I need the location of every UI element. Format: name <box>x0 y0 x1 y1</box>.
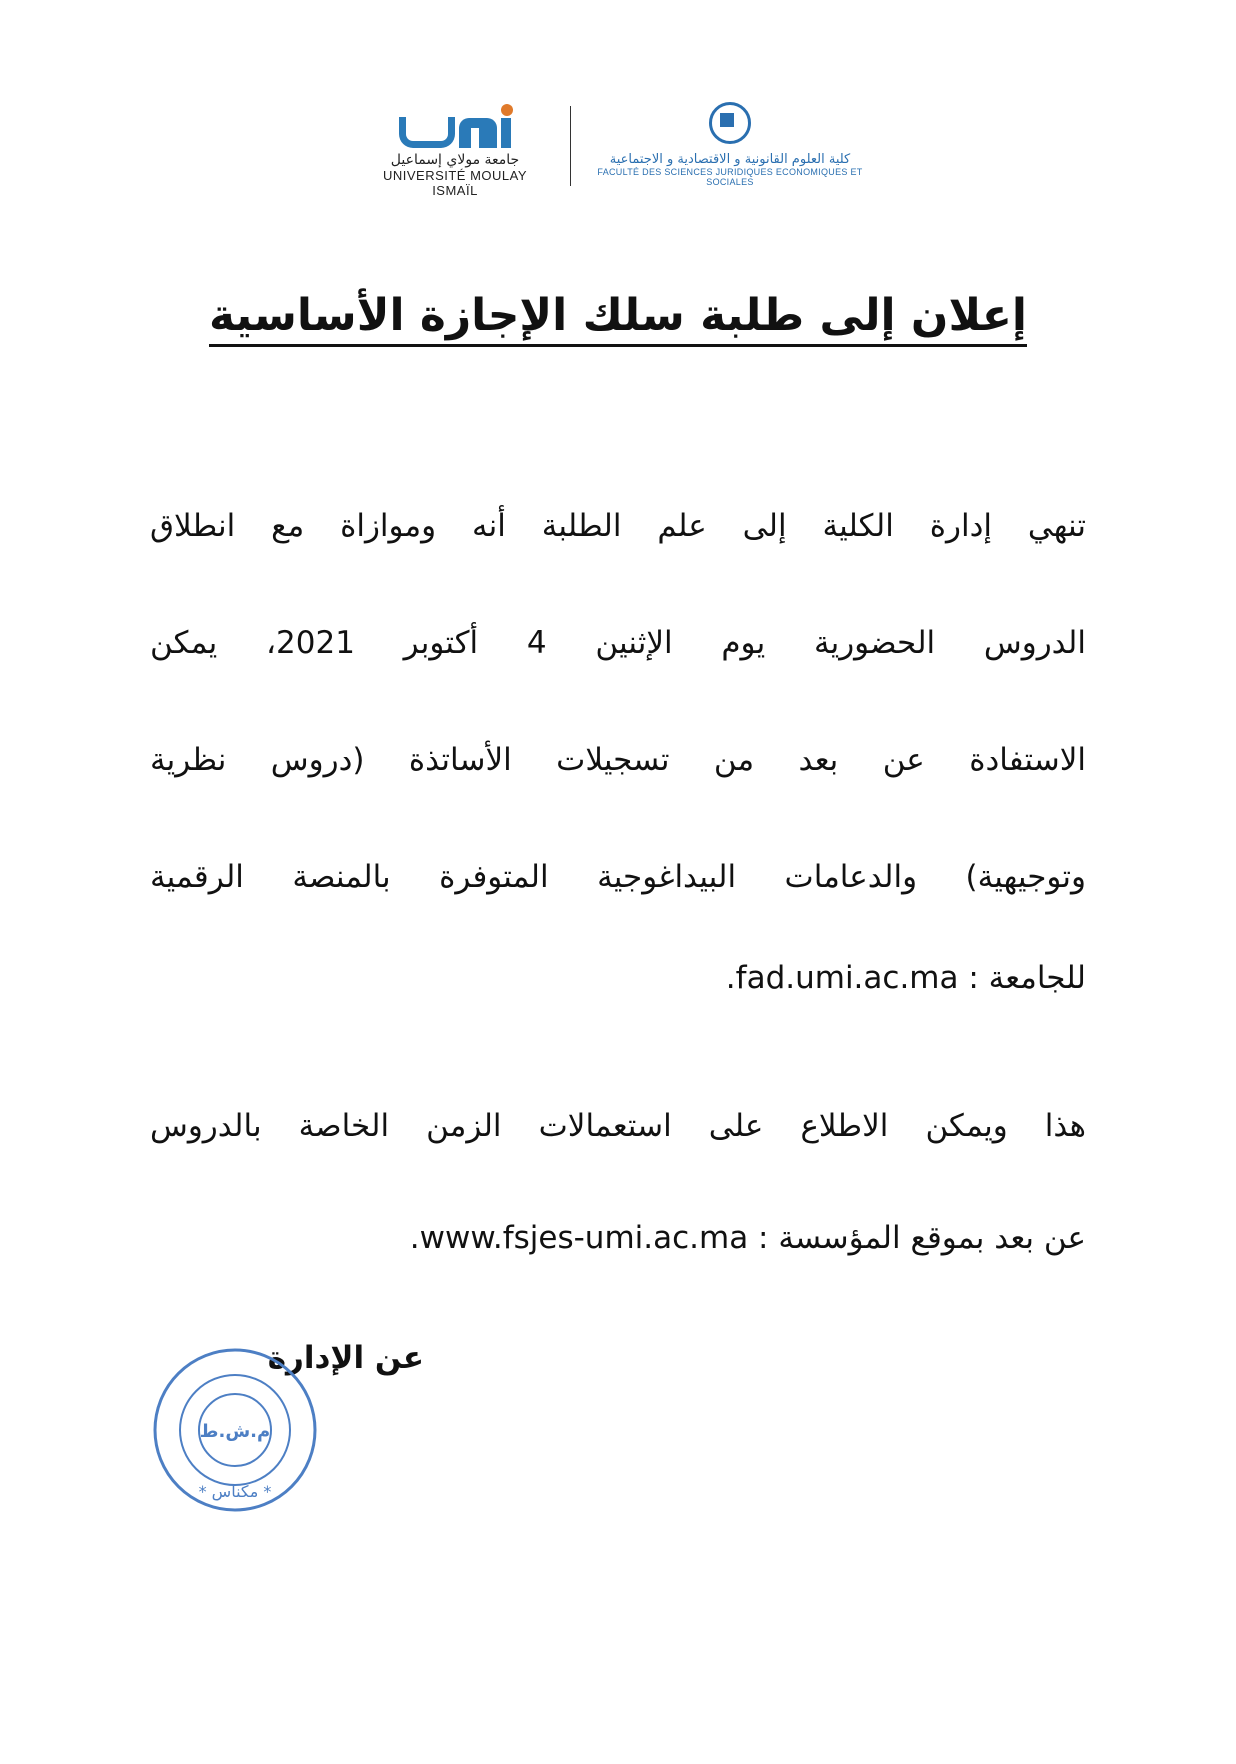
paragraph-line: للجامعة : fad.umi.ac.ma. <box>725 960 1086 996</box>
paragraph-line: الاستفادة عن بعد من تسجيلات الأساتذة (دروس نظرية <box>150 742 1086 778</box>
paragraph-line: تنهي إدارة الكلية إلى علم الطلبة أنه وموازاة مع انطلاق <box>150 508 1086 544</box>
umi-logo-mark <box>375 102 535 148</box>
announcement-title <box>0 290 1236 341</box>
faculty-emblem-icon <box>709 102 751 144</box>
logo-divider <box>570 106 571 186</box>
letterhead <box>355 96 875 196</box>
paragraph-line: عن بعد بموقع المؤسسة : www.fsjes-umi.ac.ma. <box>409 1220 1086 1256</box>
signature-text: عن الإدارة <box>267 1340 424 1376</box>
svg-text:م.ش.ط: م.ش.ط <box>199 1421 271 1442</box>
paragraph-line: وتوجيهية) والدعامات البيداغوجية المتوفرة بالمنصة الرقمية <box>150 859 1086 895</box>
faculty-logo <box>585 102 875 192</box>
faculty-french-name: FACULTÉ DES SCIENCES JURIDIQUES ECONOMIQUES ET SOCIALES <box>597 167 863 187</box>
umi-french-name: UNIVERSITÉ MOULAY ISMAÏL <box>382 168 528 198</box>
paragraph-line: الدروس الحضورية يوم الإثنين 4 أكتوبر 2021، يمكن <box>150 625 1086 661</box>
svg-text:* مكناس *: * مكناس * <box>198 1482 272 1501</box>
faculty-arabic-name: كلية العلوم القانونية و الاقتصادية و الاجتماعية <box>609 152 851 167</box>
paragraph-line: هذا ويمكن الاطلاع على استعمالات الزمن الخاصة بالدروس <box>150 1108 1086 1144</box>
official-stamp <box>150 1345 320 1515</box>
umi-arabic-name: جامعة مولاي إسماعيل <box>390 152 520 168</box>
title-text: إعلان إلى طلبة سلك الإجازة الأساسية <box>209 290 1027 341</box>
umi-logo <box>375 102 535 198</box>
